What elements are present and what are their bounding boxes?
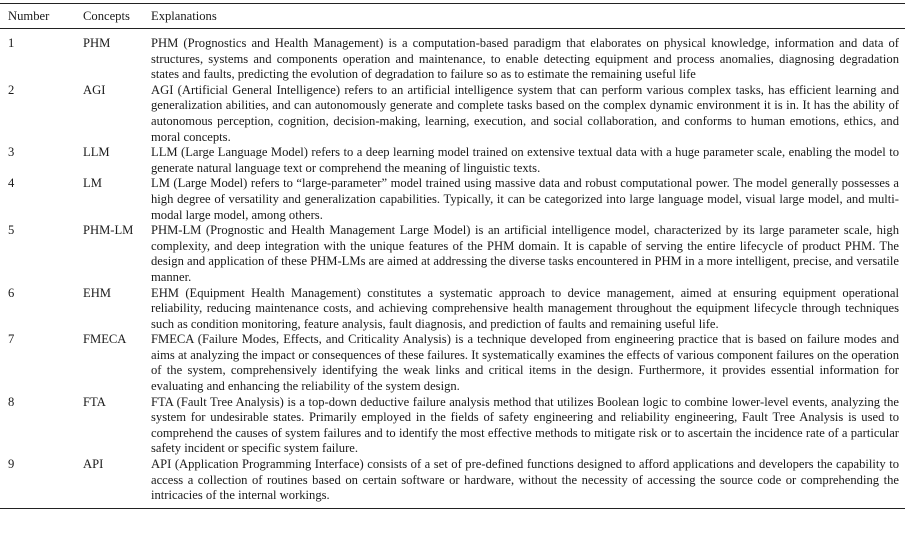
- table-header: [0, 4, 905, 28]
- row-number: 2: [8, 82, 15, 97]
- row-concept: API: [83, 457, 104, 472]
- row-number: 3: [8, 145, 15, 160]
- row-number: 1: [8, 36, 15, 50]
- row-explanation: PHM (Prognostics and Health Management) is a computation-based paradigm that elaborates on physical knowledge, information and data of structures, systems and components operation and maintenance, to enable detecting equipment and process anomalies, diagnosing degradation states and faults, predicting the evolution of degradation to failure so as to estimate the remaining useful life: [151, 36, 899, 82]
- table-row: [0, 223, 905, 285]
- table-row: [0, 332, 905, 394]
- row-explanation: EHM (Equipment Health Management) constitutes a systematic approach to device management, aimed at ensuring equipment operational reliability, reducing maintenance costs, and achieving comprehensive health management throughout the equipment lifecycle through techniques such as condition monitoring, feature analysis, fault diagnosis, and prediction of faults and remaining useful life.: [151, 285, 899, 331]
- row-concept: LLM: [83, 145, 110, 160]
- row-explanation: LM (Large Model) refers to “large-parameter” model trained using massive data and robust computational power. The model generally possesses a high degree of versatility and generalization capabilities. Typically, it can be categorized into large language model, visual large model, and multi-modal large model, among others.: [151, 176, 899, 222]
- row-concept: PHM: [83, 36, 111, 50]
- row-concept: FMECA: [83, 332, 127, 347]
- header-concepts: Concepts: [83, 8, 130, 23]
- row-concept: FTA: [83, 394, 106, 409]
- row-number: 8: [8, 394, 15, 409]
- row-concept: PHM-LM: [83, 223, 134, 238]
- table-row: [0, 457, 905, 504]
- row-explanation: FMECA (Failure Modes, Effects, and Criticality Analysis) is a technique developed from engineering practice that is based on failure modes and aims at analyzing the impact or consequences of these failures. It systematically examines the effects of various component failures on the operation of the system, comprehensively identifying the weak links and critical items in the design. Furthermore, it provides essential information for evaluating and enhancing the reliability of the system design.: [151, 332, 899, 394]
- row-concept: AGI: [83, 82, 106, 97]
- concepts-table: [0, 3, 905, 509]
- table-body: [0, 29, 905, 504]
- row-explanation: FTA (Fault Tree Analysis) is a top-down deductive failure analysis method that utilizes Boolean logic to combine lower-level events, analyzing the system for undesirable states. Primarily employed in the fields of safety engineering and reliability engineering, Fault Tree Analysis is used to comprehend the causes of system failures and to identify the most effective methods to mitigate risk or to ascertain the incidence rate of a particular safety incident or specific system failure.: [151, 394, 899, 456]
- row-explanation: AGI (Artificial General Intelligence) refers to an artificial intelligence system that can perform various complex tasks, has efficient learning and generalization abilities, and can autonomously generate and complete tasks based on the complex dynamic environment it is in. It has the ability of autonomous perception, cognition, decision-making, learning, execution, and social collaboration, and conforms to human emotions, ethics, and moral concepts.: [151, 82, 899, 144]
- header-number: Number: [8, 8, 50, 23]
- table-row: [0, 395, 905, 457]
- row-concept: LM: [83, 176, 102, 191]
- row-explanation: LLM (Large Language Model) refers to a deep learning model trained on extensive textual data with a huge parameter scale, enabling the model to generate natural language text or comprehend the meaning of linguistic texts.: [151, 145, 899, 175]
- row-concept: EHM: [83, 285, 111, 300]
- table-row: [0, 176, 905, 223]
- header-explanations: Explanations: [151, 8, 217, 23]
- row-number: 4: [8, 176, 15, 191]
- row-number: 9: [8, 457, 15, 472]
- row-number: 6: [8, 285, 15, 300]
- row-number: 7: [8, 332, 15, 347]
- row-explanation: PHM-LM (Prognostic and Health Management Large Model) is an artificial intelligence model, characterized by its large parameter scale, high complexity, and deep integration with the unique features of the PHM domain. It is capable of serving the entire lifecycle of product PHM. The design and application of these PHM-LMs are aimed at addressing the diverse tasks encountered in PHM in a more intelligent, precise, and versatile manner.: [151, 223, 899, 284]
- table-row: [0, 145, 905, 176]
- table-row: [0, 286, 905, 333]
- row-number: 5: [8, 223, 15, 238]
- table-row: [0, 36, 905, 83]
- table-row: [0, 83, 905, 145]
- row-explanation: API (Application Programming Interface) consists of a set of pre-defined functions designed to afford applications and developers the capability to access a collection of routines based on certain software or hardware, without the necessity of accessing the source code or comprehending the intricacies of the internal workings.: [151, 457, 899, 503]
- table-bottom-rule: [0, 508, 905, 509]
